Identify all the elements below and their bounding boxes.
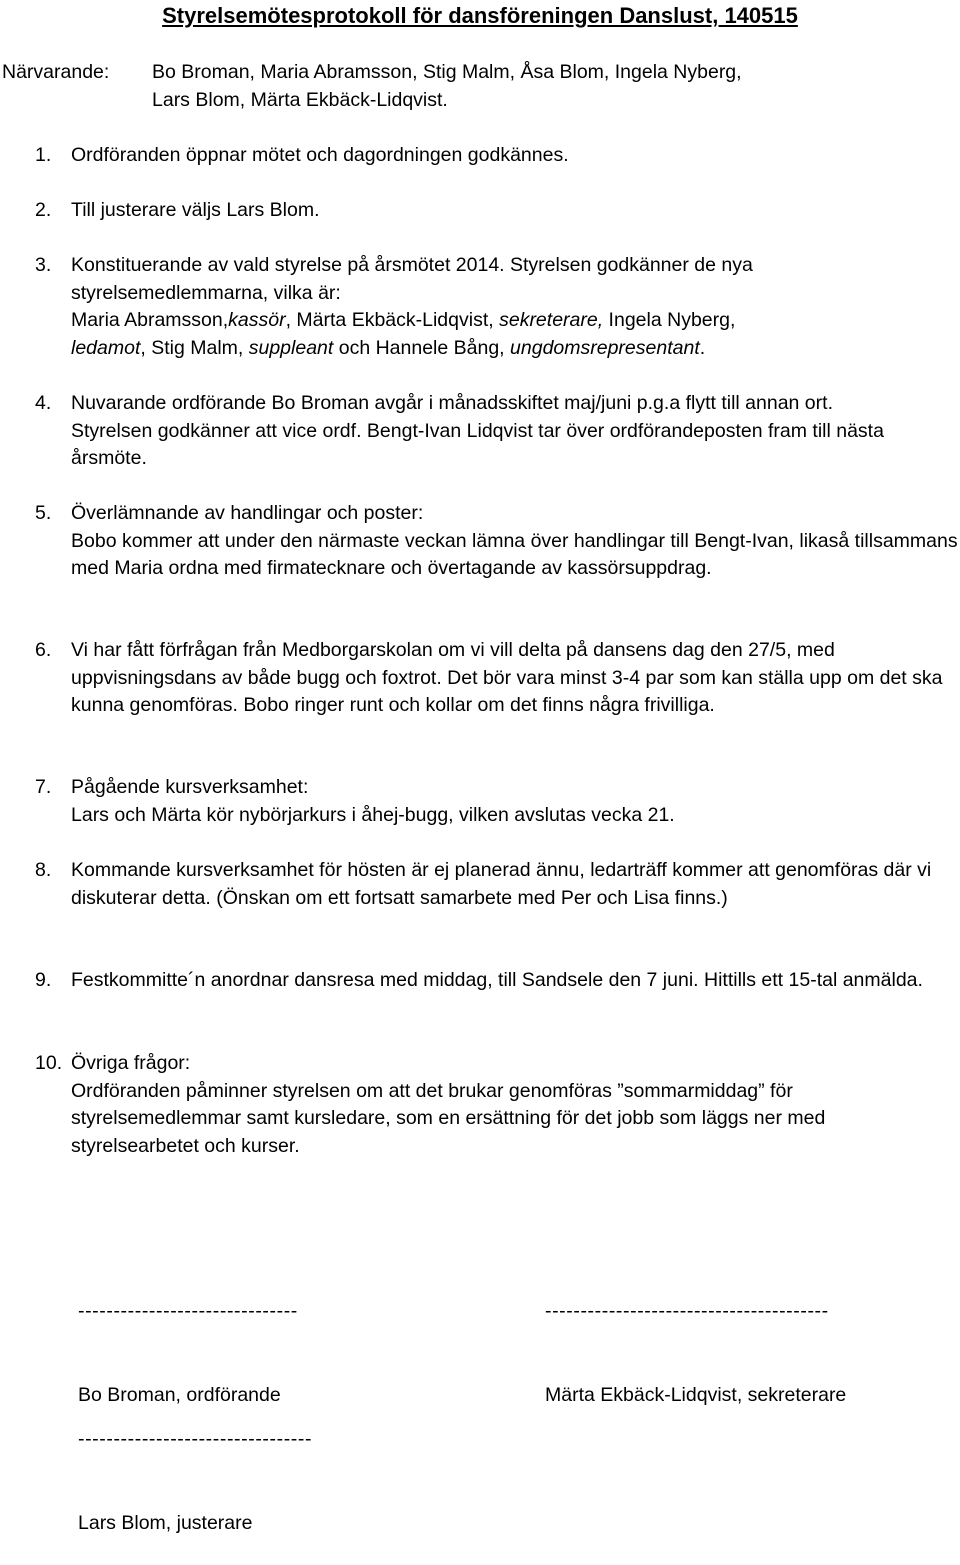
sentence-end: . bbox=[699, 336, 706, 359]
attendance-names-line1: Bo Broman, Maria Abramsson, Stig Malm, Åsa Blom, Ingela Nyberg, bbox=[152, 61, 742, 83]
signature-line: ---------------------------------------- bbox=[545, 1300, 829, 1322]
item-content bbox=[71, 1050, 958, 1160]
item-heading: Övriga frågor: bbox=[71, 1052, 191, 1074]
agenda-item-10 bbox=[0, 1050, 958, 1160]
member-name: , Märta Ekbäck-Lidqvist, bbox=[285, 309, 500, 331]
item-number: 9. bbox=[35, 969, 52, 991]
item-line: styrelsemedlemmarna, vilka är: bbox=[71, 281, 341, 304]
attendance-names-line2: Lars Blom, Märta Ekbäck-Lidqvist. bbox=[152, 88, 448, 111]
item-content bbox=[71, 500, 958, 583]
member-role: sekreterare, bbox=[499, 309, 604, 331]
member-role: suppleant bbox=[248, 336, 334, 359]
agenda-item-2 bbox=[0, 197, 958, 225]
item-text bbox=[71, 252, 958, 362]
attendance-block bbox=[2, 59, 952, 114]
member-name: Ingela Nyberg, bbox=[603, 309, 736, 331]
agenda-item-3 bbox=[0, 252, 958, 362]
member-role: ungdomsrepresentant bbox=[510, 336, 700, 359]
agenda-item-5 bbox=[0, 500, 958, 583]
item-text: Nuvarande ordförande Bo Broman avgår i månadsskiftet maj/juni p.g.a flytt till annan ort. Styrelsen godkänner att vice ordf. Bengt-Ivan Lidqvist tar över ordförandeposten fram till nästa årsmöte. bbox=[71, 392, 884, 469]
agenda-item-7 bbox=[0, 774, 958, 829]
attendance-label: Närvarande: bbox=[2, 61, 110, 83]
item-number: 2. bbox=[35, 199, 52, 221]
signature-secretary bbox=[545, 1244, 846, 1437]
item-text: Ordföranden påminner styrelsen om att det brukar genomföras ”sommarmiddag” för styrelsemedlemmar samt kursledare, som en ersättning för det jobb som läggs ner med styrelsearbetet och kurser. bbox=[71, 1079, 826, 1157]
member-role: kassör bbox=[228, 309, 286, 331]
item-text: Till justerare väljs Lars Blom. bbox=[71, 199, 320, 221]
document-title: Styrelsemötesprotokoll för dansföreningen Danslust, 140515 bbox=[162, 3, 798, 28]
agenda-item-9 bbox=[0, 967, 958, 995]
item-number: 8. bbox=[35, 859, 52, 881]
board-members-line bbox=[71, 307, 958, 335]
item-line: Konstituerande av vald styrelse på årsmötet 2014. Styrelsen godkänner de nya bbox=[71, 254, 753, 276]
item-number: 10. bbox=[35, 1052, 63, 1074]
signatory-name: Märta Ekbäck-Lidqvist, sekreterare bbox=[545, 1384, 847, 1406]
item-content bbox=[71, 774, 958, 829]
item-text: Ordföranden öppnar mötet och dagordningen godkännes. bbox=[71, 144, 569, 166]
agenda-item-8 bbox=[0, 857, 958, 912]
item-number: 1. bbox=[35, 144, 52, 166]
item-number: 4. bbox=[35, 392, 52, 414]
member-name: Maria Abramsson, bbox=[71, 309, 229, 331]
item-heading: Pågående kursverksamhet: bbox=[71, 776, 309, 798]
item-number: 7. bbox=[35, 776, 52, 798]
agenda-item-6 bbox=[0, 637, 958, 720]
item-number: 6. bbox=[35, 639, 52, 661]
signatory-name: Bo Broman, ordförande bbox=[78, 1384, 281, 1406]
signatory-name: Lars Blom, justerare bbox=[78, 1512, 253, 1534]
item-text: Kommande kursverksamhet för hösten är ej planerad ännu, ledarträff kommer att genomföras där vi diskuterar detta. (Önskan om ett fortsatt samarbete med Per och Lisa finns.) bbox=[71, 859, 932, 909]
item-text: Lars och Märta kör nybörjarkurs i åhej-bugg, vilken avslutas vecka 21. bbox=[71, 803, 675, 826]
item-number: 5. bbox=[35, 502, 52, 524]
agenda-item-4 bbox=[0, 390, 958, 473]
member-role: ledamot bbox=[71, 336, 141, 359]
item-number: 3. bbox=[35, 254, 52, 276]
item-text: Festkommitte´n anordnar dansresa med middag, till Sandsele den 7 juni. Hittills ett 15-tal anmälda. bbox=[71, 969, 923, 991]
signature-line: --------------------------------- bbox=[78, 1428, 313, 1450]
item-text: Bobo kommer att under den närmaste veckan lämna över handlingar till Bengt-Ivan, likaså tillsammans med Maria ordna med firmatecknare och övertagande av kassörsuppdrag. bbox=[71, 529, 958, 579]
agenda-item-1 bbox=[0, 142, 958, 170]
board-members-line bbox=[71, 335, 958, 363]
signature-adjuster bbox=[78, 1372, 312, 1565]
signature-line: ------------------------------- bbox=[78, 1300, 298, 1322]
item-text: Vi har fått förfrågan från Medborgarskolan om vi vill delta på dansens dag den 27/5, med uppvisningsdans av både bugg och foxtrot. Det bör vara minst 3-4 par som kan ställa upp om det ska kunna genomföras. Bobo ringer runt och kollar om det finns några frivilliga. bbox=[71, 639, 943, 716]
item-heading: Överlämnande av handlingar och poster: bbox=[71, 502, 424, 524]
member-name: och Hannele Bång, bbox=[333, 336, 511, 359]
member-name: , Stig Malm, bbox=[140, 336, 249, 359]
